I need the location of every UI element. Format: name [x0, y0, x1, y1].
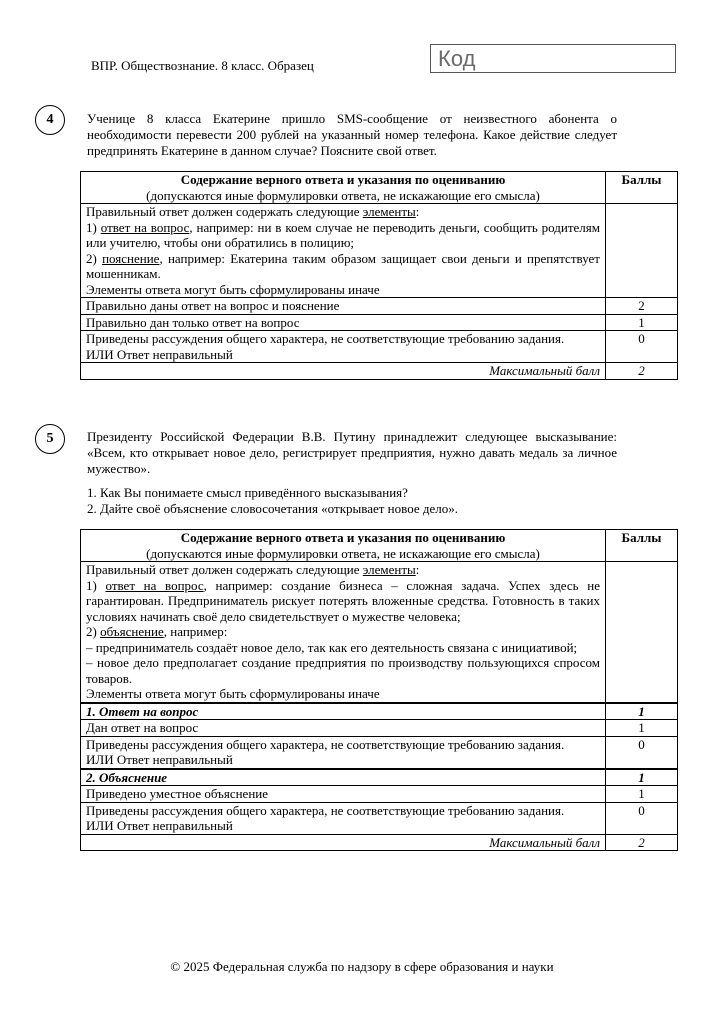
task5-criteria-table: [80, 529, 678, 851]
criterion-points: 1: [606, 314, 678, 331]
task5-question: [87, 429, 617, 477]
criterion-zero: Приведены рассуждения общего характера, не соответствующие требованию задания. ИЛИ Ответ неправильный: [81, 736, 606, 769]
max-score-row: [81, 363, 678, 380]
criterion-points: 2: [606, 298, 678, 315]
criterion-points: 0: [606, 331, 678, 363]
task4-question: [87, 111, 617, 159]
header-points: Баллы: [606, 172, 678, 204]
header-line-1: Содержание верного ответа и указания по оцениванию: [180, 530, 506, 545]
table-row: [81, 802, 678, 834]
criterion-points: 1: [606, 720, 678, 737]
answer-element-1: 1) ответ на вопрос, например: ни в коем случае не переводить деньги, сообщить родителям или учителю, чтобы они обратились в полицию;: [86, 219, 600, 250]
section-title: 1. Ответ на вопрос: [81, 703, 606, 720]
criterion-zero: Приведены рассуждения общего характера, не соответствующие требованию задания. ИЛИ Ответ неправильный: [81, 802, 606, 834]
task-number-badge: 4: [35, 105, 65, 135]
max-score-row: [81, 834, 678, 851]
criterion-text: Правильно даны ответ на вопрос и пояснение: [81, 298, 606, 315]
max-score-label: Максимальный балл: [81, 363, 606, 380]
criterion-points: 1: [606, 786, 678, 803]
answer-dash-2: – новое дело предполагает создание предприятия по производству пользующихся спросом товаров.: [86, 655, 600, 686]
section-title: 2. Объяснение: [81, 769, 606, 786]
header-points: Баллы: [606, 530, 678, 562]
answer-note: Элементы ответа могут быть сформулированы иначе: [86, 686, 380, 701]
answer-content: [81, 562, 606, 703]
section-header-row: [81, 769, 678, 786]
criterion-text: Приведено уместное объяснение: [81, 786, 606, 803]
table-row: [81, 786, 678, 803]
page-header-title: ВПР. Обществознание. 8 класс. Образец: [91, 58, 314, 73]
answer-element-1: 1) ответ на вопрос, например: создание бизнеса – сложная задача. Успех здесь не гарантирован. Предприниматель рискует потерять вложенные средства. Готовность в таких условиях начинать своё дело свидетельствует о мужестве человека;: [86, 577, 600, 624]
task5-question-text: Президенту Российской Федерации В.В. Путину принадлежит следующее высказывание: «Всем, кто открывает новое дело, регистрирует предприятия, нужно давать медаль за личное мужество».: [87, 429, 617, 476]
table-row: [81, 562, 678, 703]
max-score-label: Максимальный балл: [81, 834, 606, 851]
answer-content: [81, 204, 606, 298]
task4-question-text: Ученице 8 класса Екатерине пришло SMS-сообщение от неизвестного абонента о необходимости перевести 200 рублей на указанный номер телефона. Какое действие следует предпринять Екатерине в данном случае? Поясните свой ответ.: [87, 111, 617, 158]
table-row: [81, 204, 678, 298]
task-number-badge: 5: [35, 424, 65, 454]
answer-intro: Правильный ответ должен содержать следующие элементы:: [86, 562, 420, 577]
max-score-value: 2: [606, 834, 678, 851]
code-field: Код: [430, 44, 676, 73]
answer-element-2: 2) объяснение, например:: [86, 624, 228, 639]
task4-criteria-table: [80, 171, 678, 380]
section-points: 1: [606, 769, 678, 786]
table-row: [81, 720, 678, 737]
header-line-1: Содержание верного ответа и указания по оцениванию: [180, 172, 506, 187]
task5-subquestions: [87, 485, 617, 517]
table-row: [81, 736, 678, 769]
table-row: [81, 331, 678, 363]
max-score-value: 2: [606, 363, 678, 380]
criterion-text: Правильно дан только ответ на вопрос: [81, 314, 606, 331]
section-points: 1: [606, 703, 678, 720]
answer-element-2: 2) пояснение, например: Екатерина таким образом защищает свои деньги и препятствует мошенникам.: [86, 250, 600, 281]
table-header-row: [81, 172, 678, 204]
section-header-row: [81, 703, 678, 720]
table-header-content: [81, 172, 606, 204]
header-line-2: (допускаются иные формулировки ответа, не искажающие его смысла): [146, 187, 540, 203]
header-line-2: (допускаются иные формулировки ответа, не искажающие его смысла): [146, 545, 540, 561]
table-row: [81, 298, 678, 315]
answer-intro: Правильный ответ должен содержать следующие элементы:: [86, 204, 420, 219]
answer-dash-1: – предприниматель создаёт новое дело, так как его деятельность связана с инициативой;: [86, 639, 578, 655]
table-header-row: [81, 530, 678, 562]
subquestion-2: 2. Дайте своё объяснение словосочетания «открывает новое дело».: [87, 501, 458, 516]
criterion-zero: Приведены рассуждения общего характера, не соответствующие требованию задания. ИЛИ Ответ неправильный: [81, 331, 606, 363]
criterion-text: Дан ответ на вопрос: [81, 720, 606, 737]
table-header-content: [81, 530, 606, 562]
page-footer: © 2025 Федеральная служба по надзору в сфере образования и науки: [170, 959, 554, 974]
table-row: [81, 314, 678, 331]
answer-note: Элементы ответа могут быть сформулированы иначе: [86, 281, 380, 297]
criterion-points: 0: [606, 736, 678, 769]
criterion-points: 0: [606, 802, 678, 834]
subquestion-1: 1. Как Вы понимаете смысл приведённого высказывания?: [87, 485, 408, 500]
